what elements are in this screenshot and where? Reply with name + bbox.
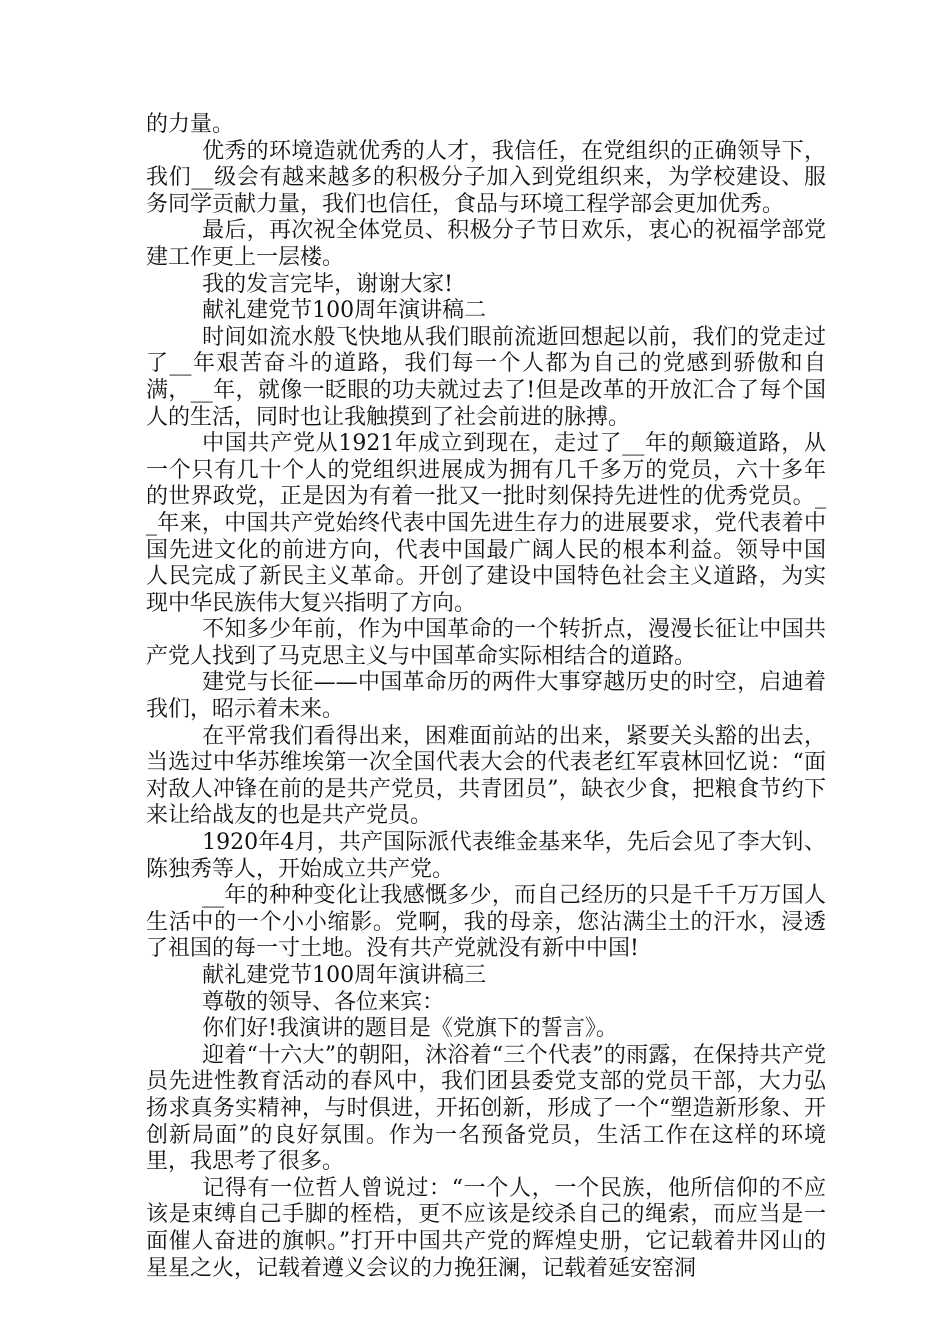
paragraph: 优秀的环境造就优秀的人才，我信任，在党组织的正确领导下，我们__级会有越来越多的积极分子加入到党组织来，为学校建设、服务同学贡献力量，我们也信任，食品与环境工程学部会更加优秀。 [146, 138, 826, 217]
paragraph: __年的种种变化让我感慨多少，而自己经历的只是千千万万国人生活中的一个小小缩影。党啊，我的母亲，您沾满尘土的汗水，浸透了祖国的每一寸土地。没有共产党就没有新中中国! [146, 883, 826, 962]
paragraph: 建党与长征——中国革命历的两件大事穿越历史的时空，启迪着我们，昭示着未来。 [146, 670, 826, 723]
paragraph: 你们好!我演讲的题目是《党旗下的誓言》。 [202, 1016, 618, 1042]
paragraph: 献礼建党节100周年演讲稿三 [202, 963, 487, 988]
paragraph: 我的发言完毕，谢谢大家! [202, 271, 453, 297]
paragraph: 尊敬的领导、各位来宾： [202, 989, 445, 1015]
paragraph: 迎着“十六大”的朝阳，沐浴着“三个代表”的雨露，在保持共产党员先进性教育活动的春风中，我们团县委党支部的党员干部，大力弘扬求真务实精神，与时俱进，开拓创新，形成了一个“塑造新形象、开创新局面”的良好氛围。作为一名预备党员，生活工作在这样的环境里，我思考了很多。 [146, 1042, 826, 1175]
paragraph: 记得有一位哲人曾说过：“一个人，一个民族，他所信仰的不应该是束缚自己手脚的桎梏，更不应该是绞杀自己的绳索，而应当是一面催人奋进的旗帜。”打开中国共产党的辉煌史册，它记载着井冈山的星星之火，记载着遵义会议的力挽狂澜，记载着延安窑洞 [146, 1175, 826, 1281]
paragraph: 中国共产党从1921年成立到现在，走过了__年的颠簸道路，从一个只有几十个人的党组织进展成为拥有几千多万的党员，六十多年的世界政党，正是因为有着一批又一批时刻保持先进性的优秀党员。__年来，中国共产党始终代表中国先进生存力的进展要求，党代表着中国先进文化的前进方向，代表中国最广阔人民的根本利益。领导中国人民完成了新民主义革命。开创了建设中国特色社会主义道路，为实现中华民族伟大复兴指明了方向。 [146, 431, 826, 616]
paragraph: 1920年4月，共产国际派代表维金基来华，先后会见了李大钊、陈独秀等人，开始成立共产党。 [146, 830, 826, 882]
paragraph: 的力量。 [146, 112, 235, 137]
paragraph: 不知多少年前，作为中国革命的一个转折点，漫漫长征让中国共产党人找到了马克思主义与中国革命实际相结合的道路。 [146, 617, 826, 669]
paragraph: 献礼建党节100周年演讲稿二 [202, 298, 487, 324]
paragraph: 时间如流水般飞快地从我们眼前流逝回想起以前，我们的党走过了__年艰苦奋斗的道路，我们每一个人都为自己的党感到骄傲和自满，__年，就像一眨眼的功夫就过去了!但是改革的开放汇合了每个国人的生活，同时也让我触摸到了社会前进的脉搏。 [146, 324, 826, 430]
paragraph: 最后，再次祝全体党员、积极分子节日欢乐，衷心的祝福学部党建工作更上一层楼。 [146, 218, 826, 270]
document-body [146, 112, 826, 1282]
paragraph: 在平常我们看得出来，困难面前站的出来，紧要关头豁的出去，当选过中华苏维埃第一次全国代表大会的代表老红军袁林回忆说：“面对敌人冲锋在前的是共产党员，共青团员”，缺衣少食，把粮食节约下来让给战友的也是共产党员。 [146, 723, 826, 829]
